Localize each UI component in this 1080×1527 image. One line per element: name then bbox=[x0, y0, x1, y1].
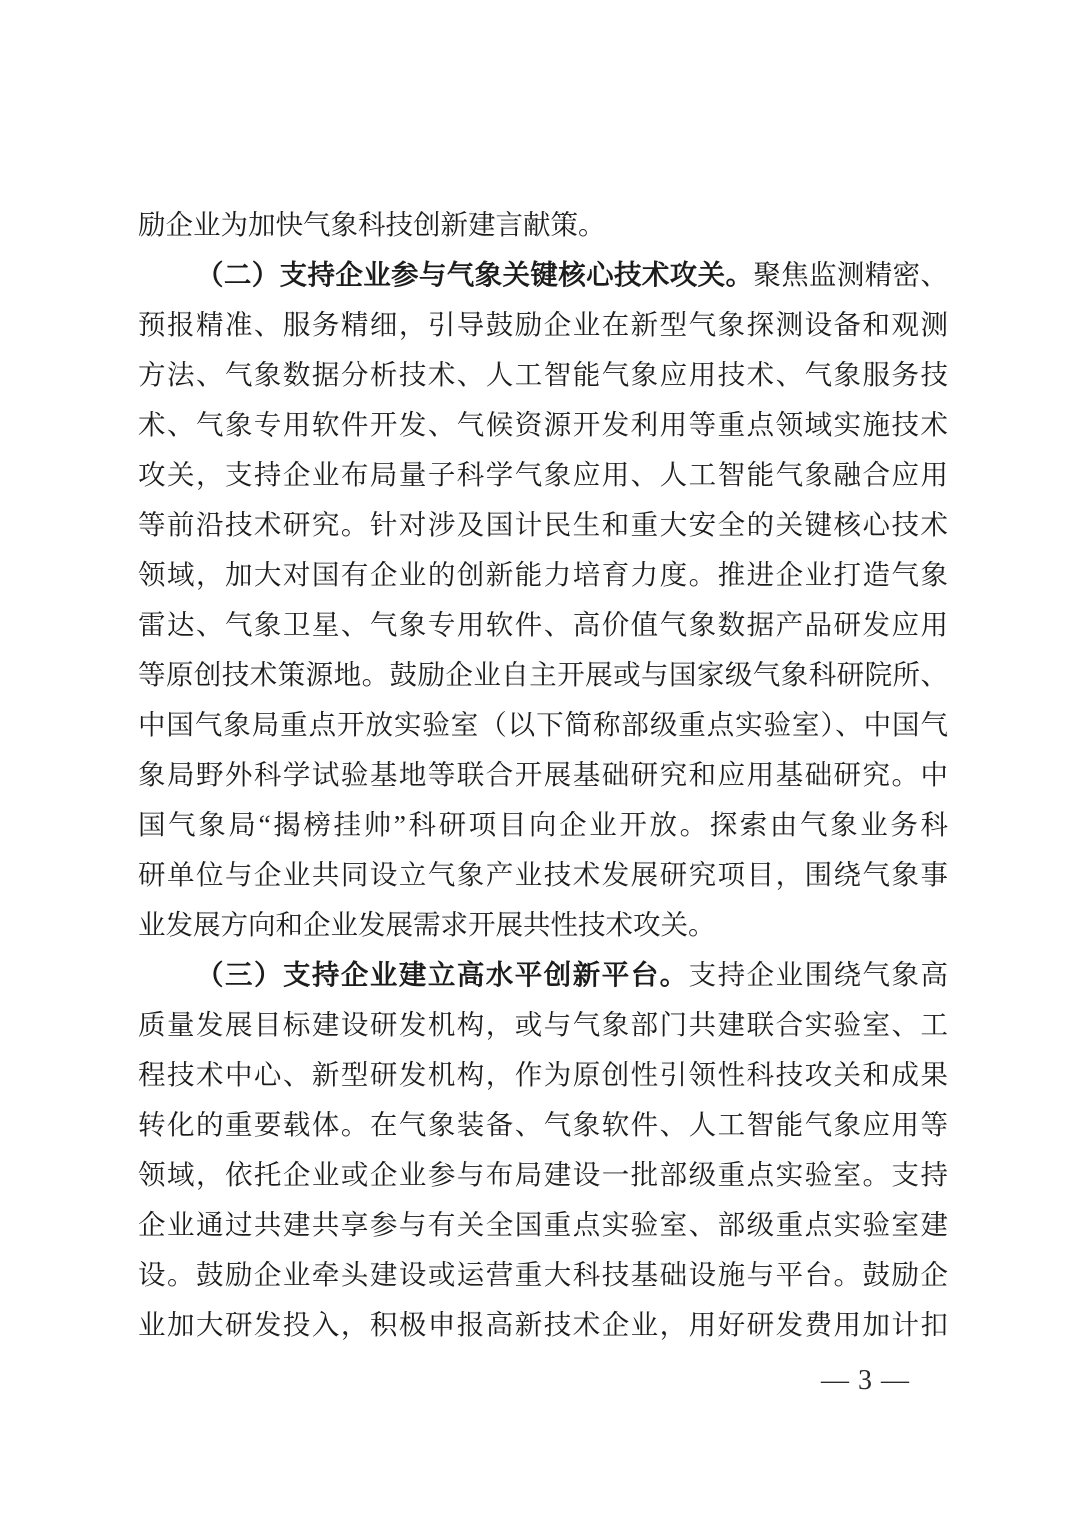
text-segment: 质量发展目标建设研发机构，或与气象部门共建联合实验室、工 bbox=[138, 1009, 948, 1040]
text-segment: 等原创技术策源地。鼓励企业自主开展或与国家级气象科研院所、 bbox=[138, 659, 948, 690]
text-line bbox=[138, 1050, 948, 1100]
text-segment: 聚焦监测精密、 bbox=[753, 259, 948, 290]
document-body bbox=[138, 200, 948, 1350]
section-heading-segment: （二）支持企业参与气象关键核心技术攻关。 bbox=[196, 259, 754, 290]
text-segment: 中国气象局重点开放实验室（以下简称部级重点实验室）、中国气 bbox=[138, 709, 948, 740]
text-line bbox=[138, 200, 948, 250]
page-number: — 3 — bbox=[821, 1365, 910, 1396]
text-segment: 业加大研发投入，积极申报高新技术企业，用好研发费用加计扣 bbox=[138, 1309, 948, 1340]
text-segment: 预报精准、服务精细，引导鼓励企业在新型气象探测设备和观测 bbox=[138, 309, 948, 340]
text-line bbox=[138, 700, 948, 750]
text-line bbox=[138, 600, 948, 650]
text-segment: 企业通过共建共享参与有关全国重点实验室、部级重点实验室建 bbox=[138, 1209, 948, 1240]
text-segment: 研单位与企业共同设立气象产业技术发展研究项目，围绕气象事 bbox=[138, 859, 948, 890]
text-segment: 国气象局“揭榜挂帅”科研项目向企业开放。探索由气象业务科 bbox=[138, 809, 948, 840]
text-segment: 领域，加大对国有企业的创新能力培育力度。推进企业打造气象 bbox=[138, 559, 948, 590]
text-line bbox=[138, 650, 948, 700]
text-line bbox=[138, 500, 948, 550]
text-segment: 方法、气象数据分析技术、人工智能气象应用技术、气象服务技 bbox=[138, 359, 948, 390]
text-line bbox=[138, 250, 948, 300]
text-segment: 励企业为加快气象科技创新建言献策。 bbox=[138, 209, 606, 240]
text-line bbox=[138, 800, 948, 850]
text-segment: 转化的重要载体。在气象装备、气象软件、人工智能气象应用等 bbox=[138, 1109, 948, 1140]
text-line bbox=[138, 900, 948, 950]
text-segment: 攻关，支持企业布局量子科学气象应用、人工智能气象融合应用 bbox=[138, 459, 948, 490]
text-line bbox=[138, 950, 948, 1000]
text-line bbox=[138, 550, 948, 600]
text-line bbox=[138, 1200, 948, 1250]
text-line bbox=[138, 400, 948, 450]
text-segment: 程技术中心、新型研发机构，作为原创性引领性科技攻关和成果 bbox=[138, 1059, 948, 1090]
text-segment: 领域，依托企业或企业参与布局建设一批部级重点实验室。支持 bbox=[138, 1159, 948, 1190]
text-line bbox=[138, 1100, 948, 1150]
text-line bbox=[138, 750, 948, 800]
text-line bbox=[138, 850, 948, 900]
text-line bbox=[138, 1150, 948, 1200]
text-line bbox=[138, 1300, 948, 1350]
text-segment: 雷达、气象卫星、气象专用软件、高价值气象数据产品研发应用 bbox=[138, 609, 948, 640]
text-segment: 等前沿技术研究。针对涉及国计民生和重大安全的关键核心技术 bbox=[138, 509, 948, 540]
text-line bbox=[138, 350, 948, 400]
page-footer bbox=[821, 1360, 910, 1402]
text-segment: 支持企业围绕气象高 bbox=[688, 959, 948, 990]
text-segment: 术、气象专用软件开发、气候资源开发利用等重点领域实施技术 bbox=[138, 409, 948, 440]
text-line bbox=[138, 300, 948, 350]
section-heading-segment: （三）支持企业建立高水平创新平台。 bbox=[196, 959, 689, 990]
text-line bbox=[138, 450, 948, 500]
text-segment: 业发展方向和企业发展需求开展共性技术攻关。 bbox=[138, 909, 716, 940]
text-segment: 象局野外科学试验基地等联合开展基础研究和应用基础研究。中 bbox=[138, 759, 948, 790]
text-line bbox=[138, 1250, 948, 1300]
text-segment: 设。鼓励企业牵头建设或运营重大科技基础设施与平台。鼓励企 bbox=[138, 1259, 948, 1290]
text-line bbox=[138, 1000, 948, 1050]
